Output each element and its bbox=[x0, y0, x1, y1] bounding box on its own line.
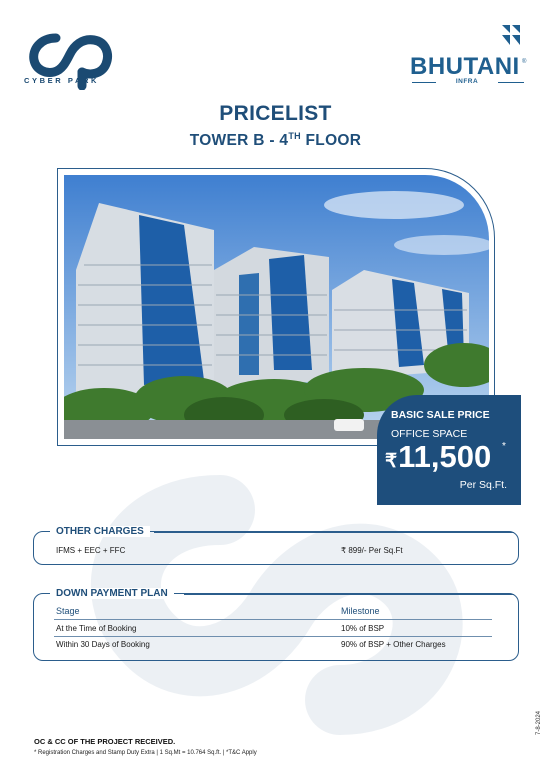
divider bbox=[412, 82, 436, 83]
table-cell-stage: Within 30 Days of Booking bbox=[56, 640, 150, 649]
table-divider bbox=[54, 619, 492, 620]
payment-plan-title: DOWN PAYMENT PLAN bbox=[50, 588, 174, 599]
price-unit: Per Sq.Ft. bbox=[459, 479, 507, 491]
table-header-stage: Stage bbox=[56, 606, 80, 616]
table-cell-milestone: 10% of BSP bbox=[341, 624, 385, 633]
subtitle-text: TOWER B - 4 bbox=[189, 132, 289, 150]
bhutani-sub: INFRA bbox=[455, 78, 479, 85]
price-asterisk: * bbox=[502, 441, 506, 452]
table-cell-stage: At the Time of Booking bbox=[56, 624, 137, 633]
subtitle-superscript: TH bbox=[288, 131, 301, 141]
rupee-symbol: ₹ bbox=[385, 451, 398, 472]
price-value bbox=[385, 439, 491, 475]
footer-disclaimer: * Registration Charges and Stamp Duty Extra | 1 Sq.Mt = 10.764 Sq.ft. | *T&C Apply bbox=[34, 750, 257, 756]
cyber-park-wordmark: CYBER PARK bbox=[24, 76, 100, 85]
price-sublabel: OFFICE SPACE bbox=[391, 428, 468, 440]
divider bbox=[184, 594, 514, 595]
price-amount: 11,500 bbox=[398, 439, 492, 474]
price-label: BASIC SALE PRICE bbox=[391, 409, 490, 421]
subtitle-text-end: FLOOR bbox=[300, 132, 362, 150]
bhutani-mark-icon bbox=[501, 24, 521, 46]
table-cell-milestone: 90% of BSP + Other Charges bbox=[341, 640, 446, 649]
other-charges-value: ₹ 899/- Per Sq.Ft bbox=[341, 546, 403, 555]
bhutani-wordmark: BHUTANI bbox=[410, 53, 520, 80]
table-divider bbox=[54, 636, 492, 637]
other-charges-item: IFMS + EEC + FFC bbox=[56, 546, 126, 555]
bhutani-logo bbox=[406, 22, 528, 88]
divider bbox=[154, 532, 514, 533]
basic-sale-price-box bbox=[377, 395, 521, 505]
divider bbox=[498, 82, 524, 83]
table-header-milestone: Milestone bbox=[341, 606, 380, 616]
other-charges-title: OTHER CHARGES bbox=[50, 526, 150, 537]
registered-mark: ® bbox=[522, 59, 527, 65]
page-title: PRICELIST bbox=[219, 102, 332, 125]
footer-note: OC & CC OF THE PROJECT RECEIVED. bbox=[34, 737, 176, 746]
page-subtitle bbox=[0, 131, 551, 150]
document-date: 7-8-2024 bbox=[536, 710, 542, 735]
